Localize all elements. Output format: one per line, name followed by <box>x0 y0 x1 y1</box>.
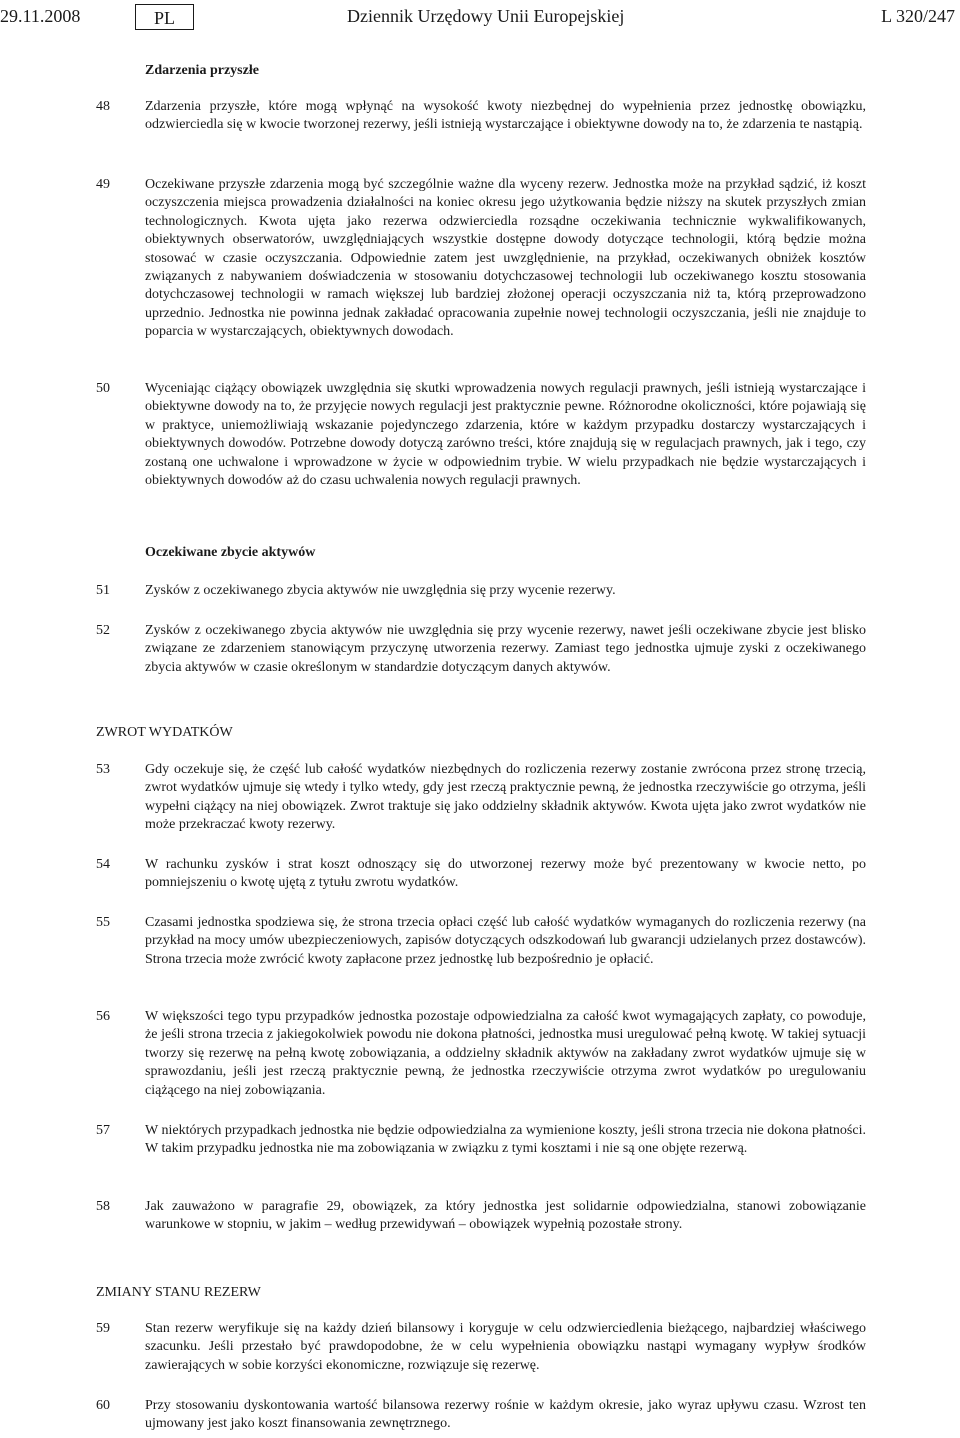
paragraph-text: W rachunku zysków i strat koszt odnoszący się do utworzonej rezerwy może być prezentowany w kwocie netto, po pomniejszeniu o kwotę ujętą z tytułu zwrotu wydatków. <box>145 857 866 891</box>
paragraph-number: 52 <box>96 623 110 638</box>
publication-date: 29.11.2008 <box>0 6 81 26</box>
journal-title: Dziennik Urzędowy Unii Europejskiej <box>347 6 625 26</box>
paragraph-text: Gdy oczekuje się, że część lub całość wydatków niezbędnych do rozliczenia rezerwy zostanie zwrócona przez stronę trzecią, zwrot wydatków ujmuje się wtedy i tylko wtedy, gdy jest rzeczą praktycznie pewną, że jednostka rzeczywiście go otrzyma, jeśli wypełni ciążący na niej obowiązek. Zwrot traktuje się jako oddzielny składnik aktywów. Kwota ujęta jako zwrot wydatków nie może przekraczać kwoty rezerwy. <box>145 762 866 833</box>
language-badge: PL <box>135 4 194 30</box>
paragraph-text: Przy stosowaniu dyskontowania wartość bilansowa rezerwy rośnie w każdym okresie, jako wyraz upływu czasu. Wzrost ten ujmowany jest jako koszt finansowania zewnętrznego. <box>145 1398 866 1432</box>
paragraph-number: 60 <box>96 1398 110 1413</box>
paragraph-number: 55 <box>96 915 110 930</box>
paragraph-number: 58 <box>96 1199 110 1214</box>
section-title-changes-in-provisions: ZMIANY STANU REZERW <box>96 1285 261 1300</box>
subheading-expected-disposal: Oczekiwane zbycie aktywów <box>145 545 316 560</box>
page-header <box>0 4 960 30</box>
paragraph-text: Zdarzenia przyszłe, które mogą wpłynąć na wysokość kwoty niezbędnej do wypełnienia przez jednostkę obowiązku, odzwierciedla się w kwocie tworzonej rezerwy, jeśli istnieją wystarczające i obiektywne dowody na to, że zdarzenia te nastąpią. <box>145 99 866 133</box>
paragraph-number: 49 <box>96 177 110 192</box>
paragraph-number: 57 <box>96 1123 110 1138</box>
paragraph-text: Oczekiwane przyszłe zdarzenia mogą być szczególnie ważne dla wyceny rezerw. Jednostka może na przykład sądzić, iż koszt oczyszczenia miejsca prowadzenia działalności na koniec okresu jego użytkowania będzie niższy na skutek przyszłych zmian technologicznych. Kwota ujęta jako rezerwa odzwierciedla rozsądne oczekiwania technicznie wykwalifikowanych, obiektywnych obserwatorów, uwzględniających wszystkie dostępne dowody dotyczące technologii, którą będzie można stosować w czasie oczyszczania. Odpowiednie zatem jest uwzględnienie, na przykład, oczekiwanych obniżek kosztów związanych z nabywaniem doświadczenia w stosowaniu dotychczasowej technologii lub oczekiwanego kosztu stosowania dotychczasowej technologii w ramach większej lub bardziej złożonej operacji oczyszczania niż ta, którą przeprowadzono uprzednio. Jednostka nie powinna jednak zakładać opracowania zupełnie nowej technologii oczyszczania, jeśli nie znajduje to poparcia w wystarczających, obiektywnych dowodach. <box>145 177 866 340</box>
paragraph-text: Czasami jednostka spodziewa się, że strona trzecia opłaci część lub całość wydatków wymaganych do rozliczenia rezerwy (na przykład na mocy umów ubezpieczeniowych, zapisów dotyczących odszkodowań lub gwarancji udzielanych przez dostawców). Strona trzecia może zwrócić kwoty zapłacone przez jednostkę lub bezpośrednio je opłacić. <box>145 915 866 967</box>
paragraph-number: 51 <box>96 583 110 598</box>
paragraph-text: Stan rezerw weryfikuje się na każdy dzień bilansowy i koryguje w celu odzwierciedlenia bieżącego, najbardziej właściwego szacunku. Jeśli przestało być prawdopodobne, że w celu wypełnienia obowiązku nastąpi wymagany wypływ środków zawierających w sobie korzyści ekonomiczne, rozwiązuje się rezerwę. <box>145 1321 866 1373</box>
paragraph-text: W większości tego typu przypadków jednostka pozostaje odpowiedzialna za całość kwot wymagających zapłaty, co powoduje, że jeśli strona trzecia z jakiegokolwiek powodu nie dokona płatności, jednostka musi uregulować pełną kwotę. W takiej sytuacji tworzy się rezerwę na pełną kwotę zobowiązania, a oddzielny składnik aktywów na zakładany zwrot wydatków ujmuje się w sprawozdaniu, jeśli jest rzeczą praktycznie pewną, że jednostka rzeczywiście otrzyma zwrot wydatków po uregulowaniu ciążącego na niej zobowiązania. <box>145 1009 866 1098</box>
paragraph-number: 50 <box>96 381 110 396</box>
paragraph-text: W niektórych przypadkach jednostka nie będzie odpowiedzialna za wymienione koszty, jeśli strona trzecia nie dokona płatności. W takim przypadku jednostka nie ma zobowiązania w związku z tymi kosztami i nie są one objęte rezerwą. <box>145 1123 866 1157</box>
paragraph-text: Jak zauważono w paragrafie 29, obowiązek, za który jednostka jest solidarnie odpowiedzialna, stanowi zobowiązanie warunkowe w stopniu, w jakim – według przewidywań – obowiązek wypełnią pozostałe strony. <box>145 1199 866 1233</box>
paragraph-text: Zysków z oczekiwanego zbycia aktywów nie uwzględnia się przy wycenie rezerwy. <box>145 583 616 598</box>
paragraph-number: 54 <box>96 857 110 872</box>
paragraph-number: 59 <box>96 1321 110 1336</box>
paragraph-number: 48 <box>96 99 110 114</box>
subheading-future-events: Zdarzenia przyszłe <box>145 63 259 78</box>
paragraph-number: 53 <box>96 762 110 777</box>
paragraph-number: 56 <box>96 1009 110 1024</box>
paragraph-text: Zysków z oczekiwanego zbycia aktywów nie uwzględnia się przy wycenie rezerwy, nawet jeśli oczekiwane zbycie jest blisko związane ze zdarzeniem stanowiącym przyczynę utworzenia rezerwy. Zamiast tego jednostka ujmuje zyski z oczekiwanego zbycia aktywów w czasie określonym w standardzie dotyczącym danych aktywów. <box>145 623 866 675</box>
page-reference: L 320/247 <box>881 6 955 26</box>
paragraph-text: Wyceniając ciążący obowiązek uwzględnia się skutki wprowadzenia nowych regulacji prawnych, jeśli istnieją wystarczające i obiektywne dowody na to, że przyjęcie nowych regulacji jest praktycznie pewne. Różnorodne okoliczności, które pojawiają się w praktyce, uniemożliwiają wskazanie pojedynczego zdarzenia, które w każdym przypadku dostarczy wystarczających i obiektywnych dowodów. Potrzebne dowody dotyczą zarówno treści, które znajdują się w regulacjach prawnych, jak i tego, czy zostaną one uchwalone i wprowadzone w życie w odpowiednim trybie. W wielu przypadkach nie będzie wystarczających i obiektywnych dowodów aż do czasu uchwalenia nowych regulacji prawnych. <box>145 381 866 489</box>
section-title-reimbursements: ZWROT WYDATKÓW <box>96 725 233 740</box>
